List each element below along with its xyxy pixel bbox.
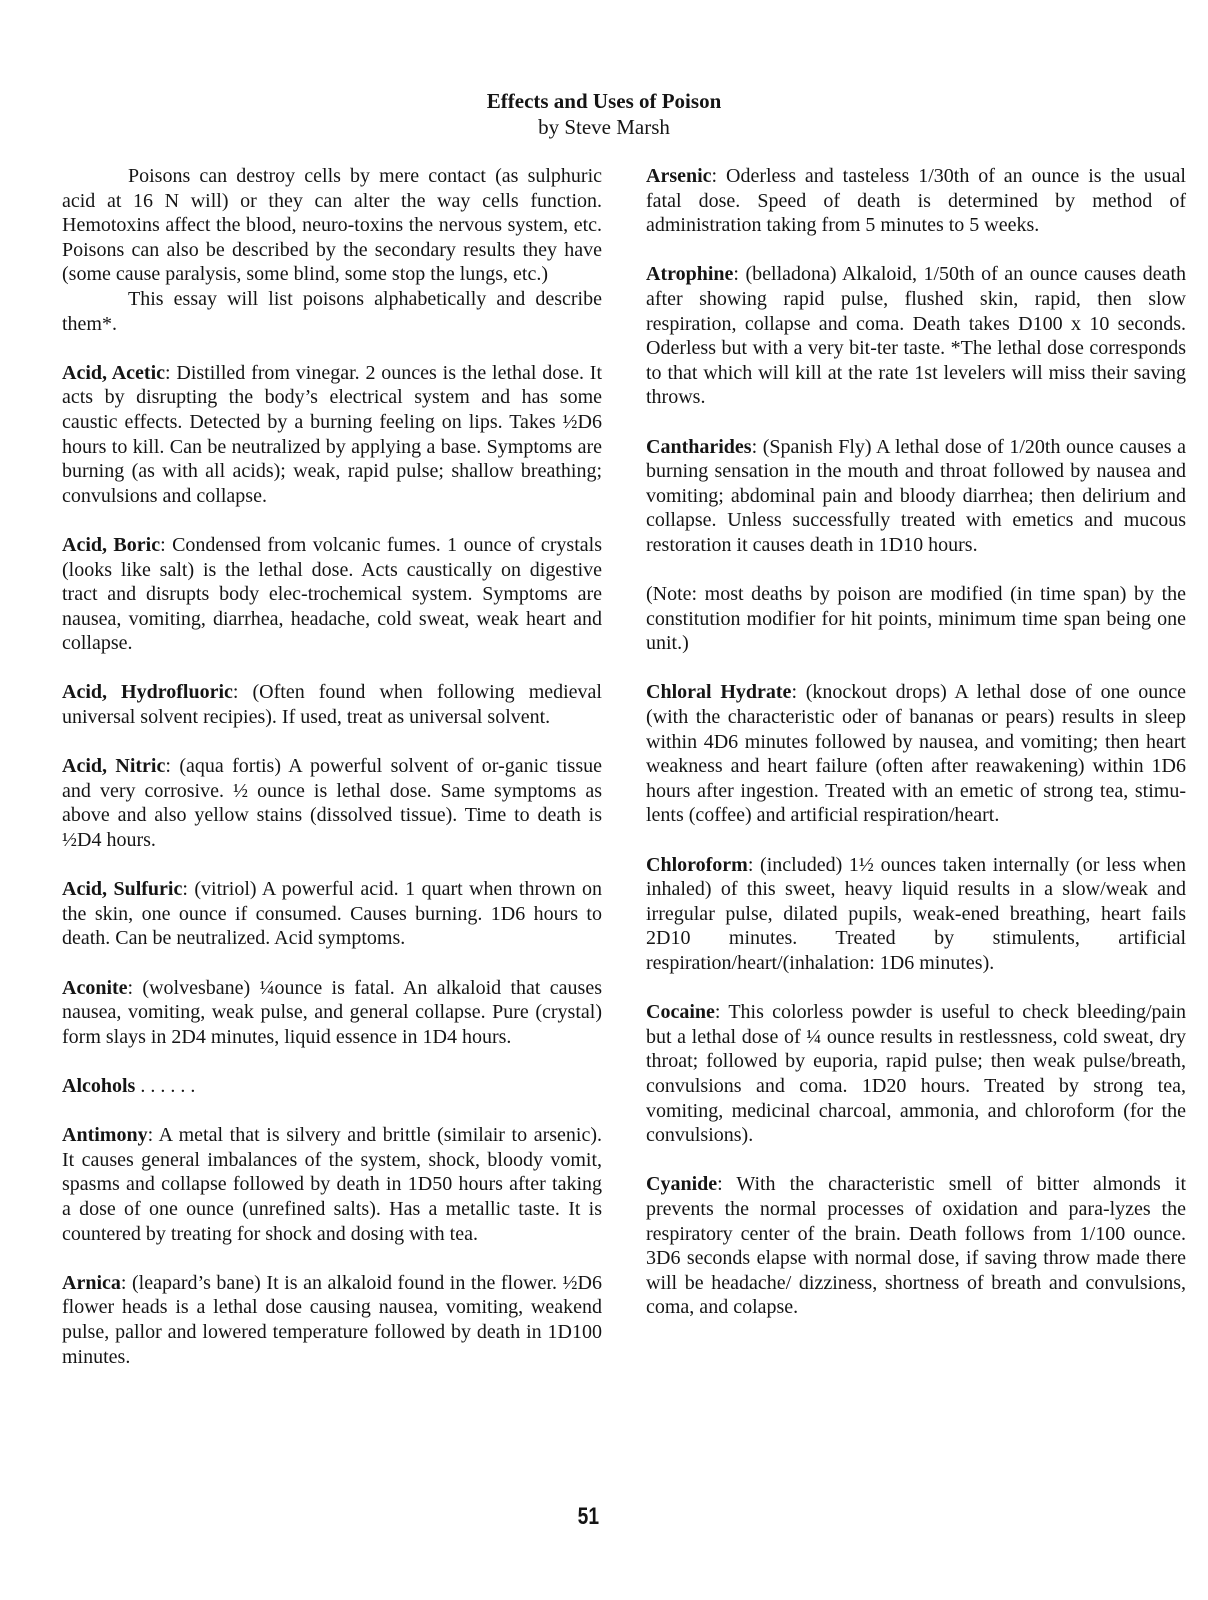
entry-cyanide xyxy=(646,1172,1186,1320)
entry-text: : A metal that is silvery and brittle (similair to arsenic). It causes general imbalances of the system, shock, bloody vomit, spasms and collapse followed by death in 1D50 hours after taking a dose of one ounce (unrefined salts). Has a metallic taste. It is countered by treating for shock and dosing with tea. xyxy=(62,1124,602,1245)
entry-text: : (aqua fortis) A powerful solvent of or-ganic tissue and very corrosive. ½ ounce is lethal dose. Same symptoms as above and also yellow stains (dissolved tissue). Time to death is ½D4 hours. xyxy=(62,755,602,852)
entry-acid-nitric xyxy=(62,754,602,852)
entry-text: : (included) 1½ ounces taken internally (or less when inhaled) of this sweet, heavy liquid results in a slow/weak and irregular pulse, dilated pupils, weak-ened breathing, heart fails 2D10 minutes. Treated by stimulents, artificial respiration/heart/(inhalation: 1D6 minutes). xyxy=(646,853,1186,974)
entry-term: Antimony xyxy=(62,1124,148,1147)
entry-chloroform xyxy=(646,853,1186,976)
article-header xyxy=(0,88,1208,140)
entry-text: (Note: most deaths by poison are modified (in time span) by the constitution modifier for hit points, minimum time span being one unit.) xyxy=(646,583,1186,655)
entry-term: Acid, Nitric xyxy=(62,755,166,778)
entry-term: Alcohols xyxy=(62,1074,136,1097)
entry-atrophine xyxy=(646,262,1186,410)
entry-acid-sulfuric xyxy=(62,877,602,951)
right-column xyxy=(646,164,1186,1345)
entry-text: : (Spanish Fly) A lethal dose of 1/20th ounce causes a burning sensation in the mouth and throat followed by nausea and vomiting; abdominal pain and bloody diarrhea; then delirium and collapse. Unless successfully treated with emetics and mucous restoration it causes death in 1D10 hours. xyxy=(646,435,1186,556)
entry-text: : (belladona) Alkaloid, 1/50th of an ounce causes death after showing rapid pulse, flushed skin, rapid, then slow respiration, collapse and coma. Death takes D100 x 10 seconds. Oderless but with a very bit-ter taste. *The lethal dose corresponds to that which will kill at the rate 1st levelers will miss their saving throws. xyxy=(646,263,1186,409)
entry-text: : With the characteristic smell of bitter almonds it prevents the normal processes of oxidation and para-lyzes the respiratory center of the brain. Death follows from 1/100 ounce. 3D6 seconds elapse with normal dose, if saving throw made there will be headache/ dizziness, shortness of breath and convulsions, coma, and colapse. xyxy=(646,1173,1186,1319)
entry-aconite xyxy=(62,976,602,1050)
entry-text: : Distilled from vinegar. 2 ounces is the lethal dose. It acts by disrupting the body’s electrical system and has some caustic effects. Detected by a burning feeling on lips. Takes ½D6 hours to kill. Can be neutralized by applying a base. Symptoms are burning (as with all acids); weak, rapid pulse; shallow breathing; convulsions and collapse. xyxy=(62,361,602,507)
entry-antimony xyxy=(62,1123,602,1246)
entry-text: : (wolvesbane) ¼ounce is fatal. An alkaloid that causes nausea, vomiting, weak pulse, and general collapse. Pure (crystal) form slays in 2D4 minutes, liquid essence in 1D4 hours. xyxy=(62,976,602,1048)
entry-term: Acid, Hydrofluoric xyxy=(62,681,233,704)
entry-term: Acid, Acetic xyxy=(62,361,166,384)
entry-text: : (leapard’s bane) It is an alkaloid found in the flower. ½D6 flower heads is a lethal dose causing nausea, vomiting, weakend pulse, pallor and lowered temperature followed by death in 1D100 minutes. xyxy=(62,1271,602,1368)
entry-arnica xyxy=(62,1271,602,1369)
entry-text: : This colorless powder is useful to check bleeding/pain but a lethal dose of ¼ ounce results in restlessness, cold sweat, dry throat; followed by euporia, rapid pulse; then weak pulse/breath, convulsions and coma. 1D20 hours. Treated by strong tea, vomiting, medicinal charcoal, ammonia, and chloroform (for the convulsions). xyxy=(646,1001,1186,1147)
entry-chloral-hydrate xyxy=(646,680,1186,828)
intro-paragraph: This essay will list poisons alphabetically and describe them*. xyxy=(62,287,602,335)
entry-text: : (vitriol) A powerful acid. 1 quart when thrown on the skin, one ounce if consumed. Causes burning. 1D6 hours to death. Can be neutralized. Acid symptoms. xyxy=(62,878,602,950)
article-byline: by Steve Marsh xyxy=(538,115,670,139)
article-title: Effects and Uses of Poison xyxy=(486,89,722,113)
entry-term: Cocaine xyxy=(646,1001,715,1024)
entry-term: Cantharides xyxy=(646,435,752,458)
intro-paragraph: Poisons can destroy cells by mere contact (as sulphuric acid at 16 N will) or they can alter the way cells function. Hemotoxins affect the blood, neuro-toxins the nervous system, etc. Poisons can also be described by the secondary results they have (some cause paralysis, some blind, some stop the lungs, etc.) xyxy=(62,165,602,286)
entry-term: Arsenic xyxy=(646,165,712,187)
entry-term: Cyanide xyxy=(646,1173,718,1196)
entry-term: Aconite xyxy=(62,976,128,999)
note-paragraph xyxy=(646,582,1186,656)
left-column xyxy=(62,164,602,1394)
entry-text: : Condensed from volcanic fumes. 1 ounce of crystals (looks like salt) is the lethal dose. Acts caustically on digestive tract and disrupts body elec-trochemical system. Symptoms are nausea, vomiting, diarrhea, headache, cold sweat, weak heart and collapse. xyxy=(62,533,602,655)
entry-term: Chloroform xyxy=(646,853,748,876)
entry-alcohols xyxy=(62,1074,602,1099)
entry-cocaine xyxy=(646,1000,1186,1148)
entry-term: Acid, Sulfuric xyxy=(62,878,183,901)
entry-term: Atrophine xyxy=(646,263,734,286)
entry-text: : Oderless and tasteless 1/30th of an ounce is the usual fatal dose. Speed of death is determined by method of administration taking from 5 minutes to 5 weeks. xyxy=(646,165,1186,237)
entry-acid-acetic xyxy=(62,361,602,509)
entry-acid-hydrofluoric xyxy=(62,680,602,729)
page-number: 51 xyxy=(577,1503,600,1530)
entry-cantharides xyxy=(646,435,1186,558)
entry-arsenic xyxy=(646,164,1186,238)
entry-text: : (knockout drops) A lethal dose of one ounce (with the characteristic oder of bananas or pears) results in sleep within 4D6 minutes followed by nausea, and vomiting; then heart weakness and heart failure (often after reawakening) within 1D6 hours after ingestion. Treated with an emetic of strong tea, stimu-lents (coffee) and artificial respiration/heart. xyxy=(646,681,1186,827)
entry-acid-boric xyxy=(62,533,602,656)
entry-term: Arnica xyxy=(62,1271,121,1294)
entry-text: . . . . . . xyxy=(135,1074,196,1097)
entry-text: : (Often found when following medieval universal solvent recipies). If used, treat as universal solvent. xyxy=(62,681,602,729)
entry-term: Acid, Boric xyxy=(62,533,161,556)
entry-term: Chloral Hydrate xyxy=(646,681,792,704)
